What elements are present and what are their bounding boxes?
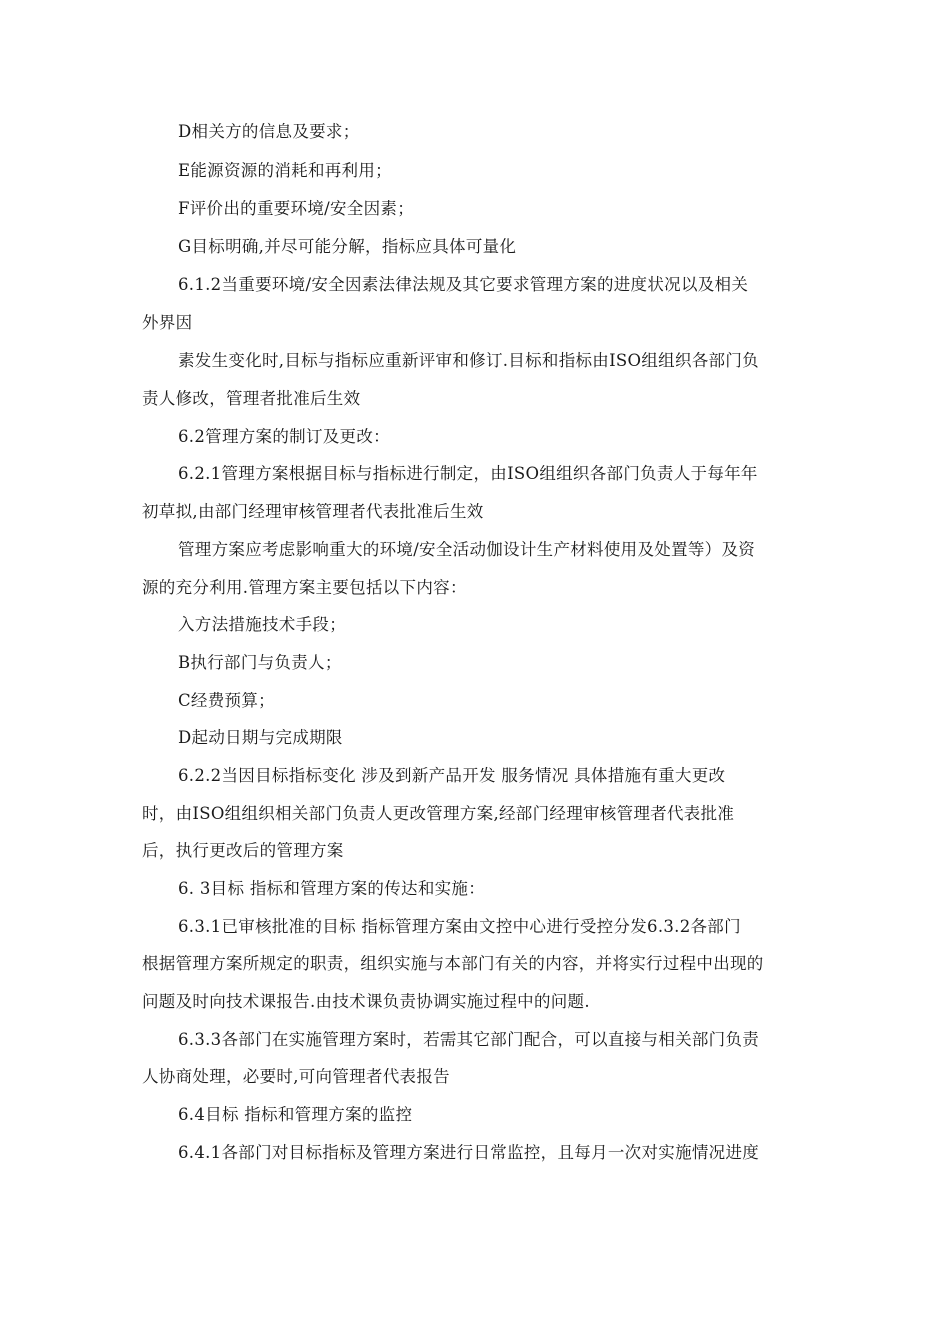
text-line: 责人修改，管理者批准后生效 — [142, 389, 361, 408]
text-line: F评价出的重要环境/安全因素； — [178, 199, 415, 218]
text-line: 外界因 — [142, 313, 193, 332]
text-line: 人协商处理，必要时,可向管理者代表报告 — [142, 1067, 450, 1086]
text-line: E能源资源的消耗和再利用； — [178, 161, 392, 180]
text-line: 6.3.1已审核批准的目标 指标管理方案由文控中心进行受控分发6.3.2各部门 — [178, 917, 741, 936]
text-line: 6.2.2当因目标指标变化 涉及到新产品开发 服务情况 具体措施有重大更改 — [178, 766, 726, 785]
text-line: 入方法措施技术手段； — [178, 615, 346, 634]
text-line: 6.4.1各部门对目标指标及管理方案进行日常监控，且每月一次对实施情况进度 — [178, 1143, 760, 1162]
text-line: 6.2管理方案的制订及更改： — [178, 427, 390, 446]
text-line: 初草拟,由部门经理审核管理者代表批准后生效 — [142, 502, 484, 521]
text-line: 问题及时向技术课报告.由技术课负责协调实施过程中的问题. — [142, 992, 590, 1011]
text-line: 源的充分利用.管理方案主要包括以下内容： — [142, 578, 467, 597]
text-line: 素发生变化时,目标与指标应重新评审和修订.目标和指标由ISO组组织各部门负 — [178, 351, 759, 370]
text-line: 管理方案应考虑影响重大的环境/安全活动伽设计生产材料使用及处置等）及资 — [178, 540, 756, 559]
text-line: 6. 3目标 指标和管理方案的传达和实施： — [178, 879, 486, 898]
text-line: 后，执行更改后的管理方案 — [142, 841, 344, 860]
text-line: G目标明确,并尽可能分解，指标应具体可量化 — [178, 237, 517, 256]
text-line: 6.1.2当重要环境/安全因素法律法规及其它要求管理方案的进度状况以及相关 — [178, 275, 749, 294]
text-line: 6.2.1管理方案根据目标与指标进行制定，由ISO组组织各部门负责人于每年年 — [178, 464, 758, 483]
text-line: 根据管理方案所规定的职责，组织实施与本部门有关的内容，并将实行过程中出现的 — [142, 954, 764, 973]
text-line: B执行部门与负责人； — [178, 653, 342, 672]
text-line: 6.3.3各部门在实施管理方案时，若需其它部门配合，可以直接与相关部门负责 — [178, 1030, 760, 1049]
text-line: C经费预算； — [178, 691, 275, 710]
text-line: D相关方的信息及要求； — [178, 122, 360, 141]
text-line: D起动日期与完成期限 — [178, 728, 343, 747]
text-line: 时，由ISO组组织相关部门负责人更改管理方案,经部门经理审核管理者代表批准 — [142, 804, 735, 823]
text-line: 6.4目标 指标和管理方案的监控 — [178, 1105, 413, 1124]
